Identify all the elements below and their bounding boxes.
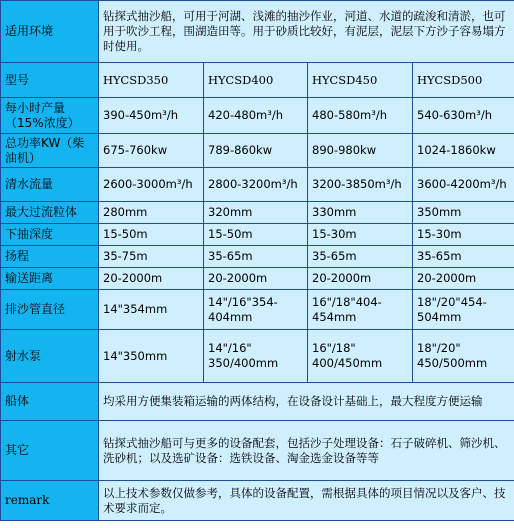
cell-output-450: 480-580m³/h [308, 98, 413, 134]
cell-depth-400: 15-50m [204, 224, 308, 246]
cell-flow-500: 3600-4200m³/h [413, 168, 514, 202]
cell-model-350: HYCSD350 [99, 63, 204, 98]
label-head: 扬程 [1, 246, 99, 268]
row-jet-pump [1, 330, 514, 383]
cell-model-400: HYCSD400 [204, 63, 308, 98]
cell-depth-500: 15-30m [413, 224, 514, 246]
row-other [1, 421, 514, 481]
cell-flow-450: 3200-3850m³/h [308, 168, 413, 202]
label-distance: 输送距离 [1, 268, 99, 290]
cell-flow-400: 2800-3200m³/h [204, 168, 308, 202]
label-model: 型号 [1, 63, 99, 98]
label-depth: 下抽深度 [1, 224, 99, 246]
row-pipe-diameter [1, 290, 514, 330]
label-other: 其它 [1, 421, 99, 481]
label-hull: 船体 [1, 383, 99, 421]
cell-power-500: 1024-1860kw [413, 134, 514, 168]
cell-particle-400: 320mm [204, 202, 308, 224]
value-other: 钻探式抽沙船可与更多的设备配套，包括沙子处理设备：石子破碎机、筛沙机、洗砂机；以及选矿设备：选铁设备、淘金选金设备等等 [99, 421, 514, 481]
row-hull [1, 383, 514, 421]
cell-pipe-450: 16"/18"404-454mm [308, 290, 413, 330]
label-jet-pump: 射水泵 [1, 330, 99, 383]
row-particle [1, 202, 514, 224]
label-flow: 清水流量 [1, 168, 99, 202]
cell-power-350: 675-760kw [99, 134, 204, 168]
value-hull: 均采用方便集装箱运输的两体结构，在设备设计基础上，最大程度方便运输 [99, 383, 514, 421]
cell-pipe-350: 14"354mm [99, 290, 204, 330]
cell-output-350: 390-450m³/h [99, 98, 204, 134]
cell-head-500: 35-65m [413, 246, 514, 268]
cell-jet-450: 16"/18" 400/450mm [308, 330, 413, 383]
cell-power-400: 789-860kw [204, 134, 308, 168]
cell-jet-400: 14"/16" 350/400mm [204, 330, 308, 383]
row-model [1, 63, 514, 98]
cell-particle-500: 350mm [413, 202, 514, 224]
row-remark [1, 481, 514, 521]
cell-distance-400: 20-2000m [204, 268, 308, 290]
cell-particle-350: 280mm [99, 202, 204, 224]
cell-flow-350: 2600-3000m³/h [99, 168, 204, 202]
cell-pipe-400: 14"/16"354-404mm [204, 290, 308, 330]
cell-distance-450: 20-2000m [308, 268, 413, 290]
row-flow [1, 168, 514, 202]
cell-head-400: 35-65m [204, 246, 308, 268]
cell-output-500: 540-630m³/h [413, 98, 514, 134]
label-power: 总功率KW（柴油机） [1, 134, 99, 168]
row-applicable [1, 1, 514, 63]
row-head [1, 246, 514, 268]
value-remark: 以上技术参数仅做参考，具体的设备配置，需根据具体的项目情况以及客户、技术要求而定。 [99, 481, 514, 521]
label-particle: 最大过流粒体 [1, 202, 99, 224]
cell-head-350: 35-75m [99, 246, 204, 268]
row-depth [1, 224, 514, 246]
value-applicable: 钻探式抽沙船，可用于河湖、浅滩的抽沙作业，河道、水道的疏浚和清淤，也可用于吹沙工程，围湖造田等。用于砂质比较好，有泥层，泥层下方沙子容易塌方时使用。 [99, 1, 514, 63]
cell-distance-350: 20-2000m [99, 268, 204, 290]
label-remark: remark [1, 481, 99, 521]
cell-depth-450: 15-30m [308, 224, 413, 246]
cell-output-400: 420-480m³/h [204, 98, 308, 134]
cell-distance-500: 20-2000m [413, 268, 514, 290]
row-output [1, 98, 514, 134]
cell-particle-450: 330mm [308, 202, 413, 224]
label-pipe-diameter: 排沙管直径 [1, 290, 99, 330]
cell-model-500: HYCSD500 [413, 63, 514, 98]
cell-power-450: 890-980kw [308, 134, 413, 168]
cell-jet-350: 14"350mm [99, 330, 204, 383]
row-distance [1, 268, 514, 290]
cell-jet-500: 18"/20" 450/500mm [413, 330, 514, 383]
row-power [1, 134, 514, 168]
cell-model-450: HYCSD450 [308, 63, 413, 98]
label-applicable: 适用环境 [1, 1, 99, 63]
label-output: 每小时产量（15%浓度） [1, 98, 99, 134]
cell-pipe-500: 18"/20"454-504mm [413, 290, 514, 330]
cell-head-450: 35-65m [308, 246, 413, 268]
cell-depth-350: 15-50m [99, 224, 204, 246]
